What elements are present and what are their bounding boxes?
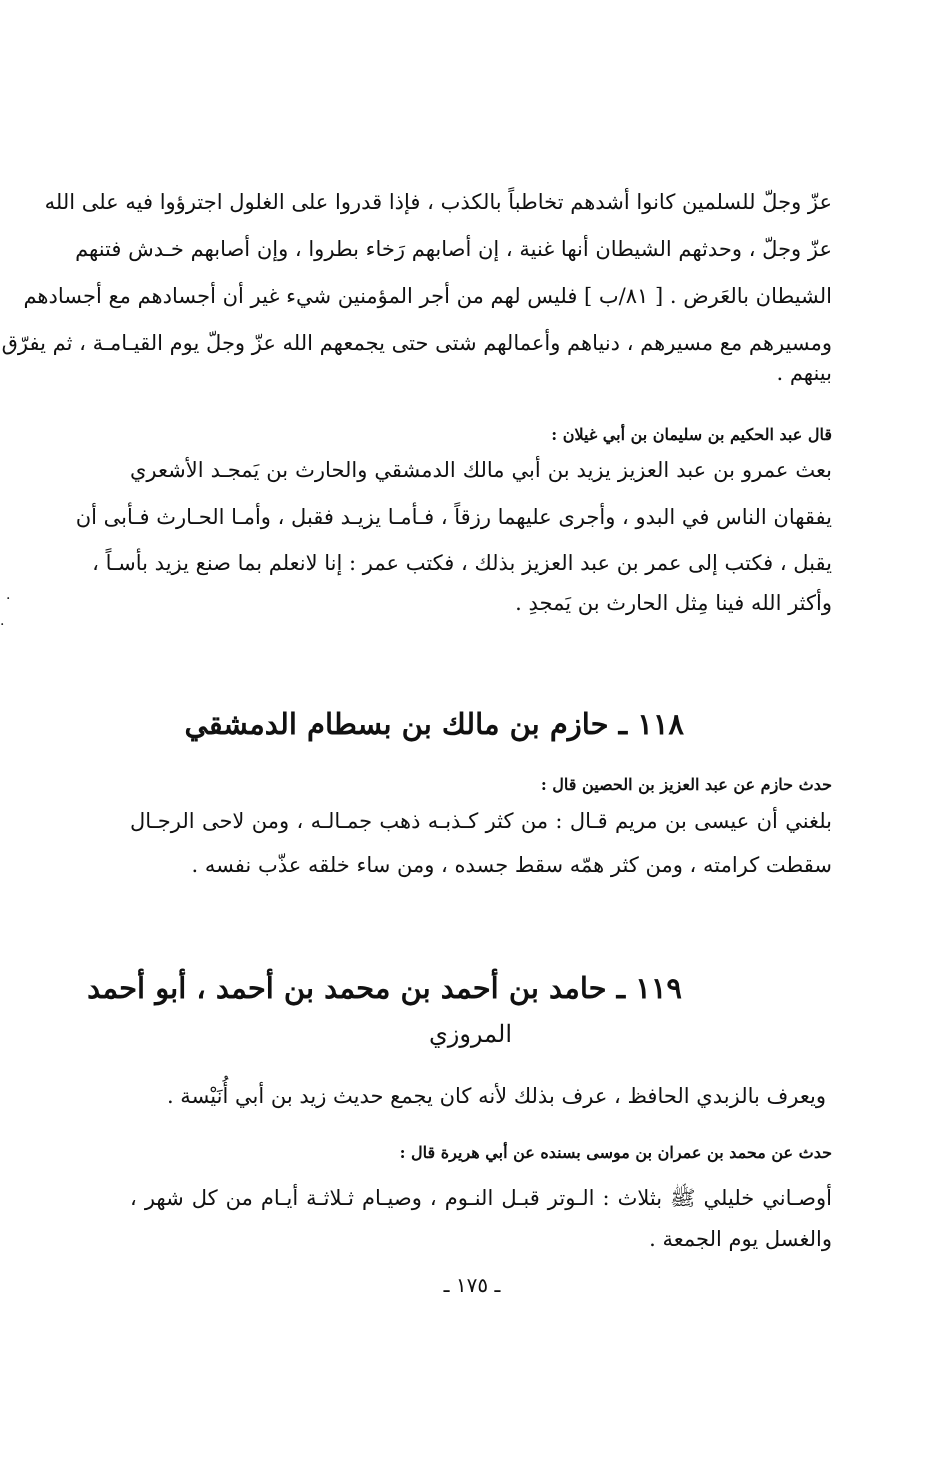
paragraph-line: يقبل ، فكتب إلى عمر بن عبد العزيز بذلك ، فكتب عمر : إنا لانعلم بما صنع يزيد بأسـاً ، (92, 551, 832, 575)
paragraph-line: سقطت كرامته ، ومن كثر همّه سقط جسده ، ومن ساء خلقه عذّب نفسه . (191, 853, 832, 877)
scan-mark: · (6, 591, 11, 607)
paragraph-line: عزّ وجلّ للسلمين كانوا أشدهم تخاطباً بالكذب ، فإذا قدروا على الغلول اجترؤوا فيه على الله (44, 190, 832, 214)
paragraph-line: بعث عمرو بن عبد العزيز يزيد بن أبي مالك الدمشقي والحارث بن يَمجـد الأشعري (130, 458, 832, 482)
paragraph-line: بلغني أن عيسى بن مريم قـال : من كثر كـذبـه ذهب جمـالـه ، ومن لاحى الرجـال (130, 809, 832, 833)
scan-mark: · (0, 617, 5, 633)
paragraph-line: بينهم . (776, 361, 832, 385)
paragraph-line: والغسل يوم الجمعة . (649, 1227, 832, 1251)
page-number: ـ ١٧٥ ـ (443, 1273, 501, 1297)
paragraph-line: أوصـاني خليلي ﷺ بثلاث : الـوتر قبـل النـوم ، وصيـام ثـلاثـة أيـام من كل شهر ، (130, 1186, 832, 1210)
paragraph-line: الشيطان بالعَرض . [ ٨١/ب ] فليس لهم من أجر المؤمنين شيء غير أن أجسادهم مع أجسادهم (23, 284, 832, 308)
paragraph-line: وأكثر الله فينا مِثل الحارث بن يَمجدِ . (515, 591, 832, 615)
narration-intro: حدث حازم عن عبد العزيز بن الحصين قال : (540, 775, 832, 794)
section-subheading: المروزي (428, 1020, 512, 1048)
narration-intro: قال عبد الحكيم بن سليمان بن أبي غيلان : (551, 425, 832, 444)
section-heading: ١١٨ ـ حازم بن مالك بن بسطام الدمشقي (184, 707, 684, 741)
paragraph-line: عزّ وجلّ ، وحدثهم الشيطان أنها غنية ، إن أصابهم رَخاء بطروا ، وإن أصابهم خـدش فتنهم (75, 237, 832, 261)
section-heading: ١١٩ ـ حامد بن أحمد بن محمد بن أحمد ، أبو أحمد (87, 971, 682, 1005)
biographical-note: ويعرف بالزبدي الحافظ ، عرف بذلك لأنه كان يجمع حديث زيد بن أبي أُنَيْسة . (166, 1084, 826, 1108)
paragraph-line: ومسيرهم مع مسيرهم ، دنياهم وأعمالهم شتى حتى يجمعهم الله عزّ وجلّ يوم القيـامـة ، ثم يفرّق (1, 331, 832, 355)
narration-intro: حدث عن محمد بن عمران بن موسى بسنده عن أبي هريرة قال : (399, 1143, 832, 1162)
paragraph-line: يفقهان الناس في البدو ، وأجرى عليهما رزقاً ، فـأمـا يزيـد فقبل ، وأمـا الحـارث فـأبى أن (75, 505, 832, 529)
